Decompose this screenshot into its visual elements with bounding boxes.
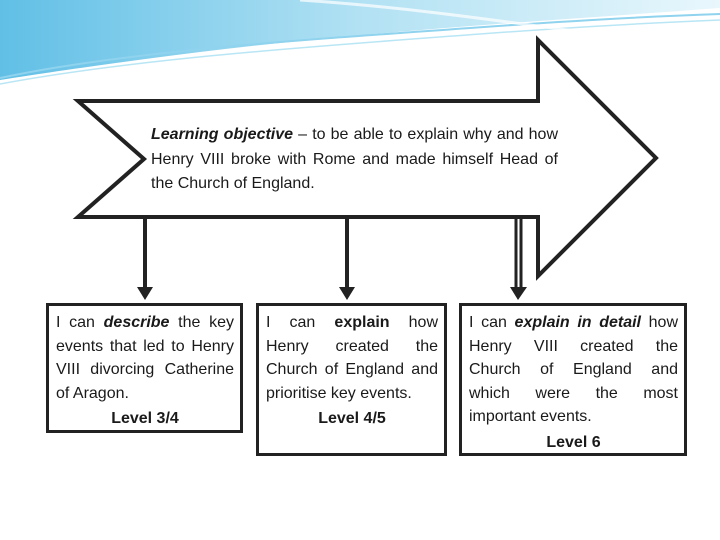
connector-arrow-3 (510, 219, 527, 300)
connector-arrow-2 (339, 219, 355, 300)
outcome-2-level: Level 4/5 (318, 410, 386, 427)
outcome-1-keyword: describe (103, 314, 170, 331)
learning-objective-text (151, 123, 558, 197)
outcome-1-level: Level 3/4 (111, 410, 179, 427)
outcome-3-pre: I can (469, 314, 515, 331)
outcome-1-post: the key events that led to Henry VIII divorcing Catherine of Aragon. (56, 314, 234, 402)
outcome-3-level: Level 6 (546, 433, 601, 451)
outcome-2-post: how Henry created the Church of England and prioritise key events. (266, 314, 438, 402)
outcome-2-keyword: explain (334, 314, 390, 331)
outcome-box-level-3-4 (46, 303, 243, 433)
outcome-box-level-4-5 (256, 303, 447, 456)
objective-lead: Learning objective (151, 126, 294, 143)
outcome-2-pre: I can (266, 314, 335, 331)
outcome-box-level-6 (459, 303, 687, 456)
outcome-1-pre: I can (56, 314, 104, 331)
connector-arrow-1 (137, 219, 153, 300)
outcome-3-keyword: explain in detail (514, 314, 641, 331)
outcome-3-post: how Henry VIII created the Church of England and which were the most important events. (469, 314, 679, 425)
objective-body: – to be able to explain why and how Henry VIII broke with Rome and made himself Head of the Church of England. (151, 126, 558, 192)
